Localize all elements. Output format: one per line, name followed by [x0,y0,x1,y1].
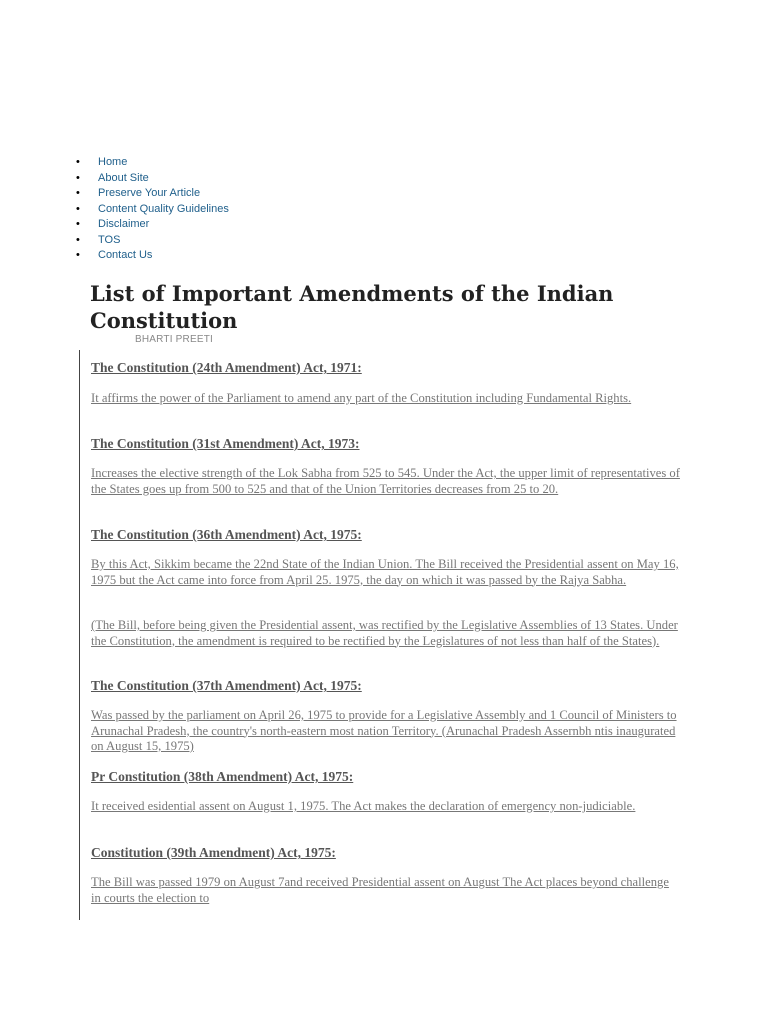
section-text-39th[interactable]: The Bill was passed 1979 on August 7and received Presidential assent on August The Act places beyond challenge in courts the election to [91,875,669,905]
bullet-icon: • [76,171,80,184]
section-text-36th-note[interactable]: (The Bill, before being given the Presidential assent, was rectified by the Legislative Assemblies of 13 States. Under the Constitution, the amendment is required to be rectified by the Legislatures of not less than half of the States). [91,618,678,648]
section-heading-38th[interactable]: Pr Constitution (38th Amendment) Act, 1975: [91,769,354,784]
nav-item-about-site[interactable] [74,171,229,187]
bullet-icon: • [76,202,80,215]
section-heading-24th[interactable]: The Constitution (24th Amendment) Act, 1971: [91,360,362,375]
nav-item-preserve-article[interactable] [74,186,229,202]
article-body [79,350,679,920]
section-text-31st[interactable]: Increases the elective strength of the Lok Sabha from 525 to 545. Under the Act, the upper limit of representatives of the States goes up from 500 to 525 and that of the Union Territories decreases from 25 to 20. [91,466,680,496]
bullet-icon: • [76,249,80,261]
page-title: List of Important Amendments of the Indian Constitution [90,281,614,333]
bullet-icon: • [76,187,80,199]
section-heading-31st[interactable]: The Constitution (31st Amendment) Act, 1973: [91,436,360,451]
section-heading-37th[interactable]: The Constitution (37th Amendment) Act, 1975: [91,678,362,693]
nav-link-tos[interactable]: TOS [98,233,121,246]
section-text-37th[interactable]: Was passed by the parliament on April 26, 1975 to provide for a Legislative Assembly and 1 Council of Ministers to Arunachal Pradesh, the country's north-eastern most nation Territory. (Arunachal Pradesh Assernbh ntis inaugurated on August 15, 1975) [91,708,677,753]
nav-link-preserve-article[interactable]: Preserve Your Article [98,187,201,199]
section-heading-39th[interactable]: Constitution (39th Amendment) Act, 1975: [91,845,336,860]
site-nav [74,155,229,264]
section-text-38th[interactable]: It received esidential assent on August 1, 1975. The Act makes the declaration of emergency non-judiciable. [91,799,636,813]
bullet-icon: • [76,218,80,230]
nav-item-tos[interactable] [74,233,229,249]
author-name: BHARTI PREETI [135,334,213,345]
nav-link-about-site[interactable]: About Site [98,171,149,184]
section-text-36th[interactable]: By this Act, Sikkim became the 22nd State of the Indian Union. The Bill received the Presidential assent on May 16, 1975 but the Act came into force from April 25. 1975, the day on which it was passed by the Rajya Sabha. [91,557,679,587]
nav-item-content-quality[interactable] [74,202,229,218]
nav-item-disclaimer[interactable] [74,217,229,233]
bullet-icon: • [76,233,80,246]
nav-item-contact-us[interactable] [74,248,229,264]
nav-link-content-quality[interactable]: Content Quality Guidelines [98,202,229,215]
bullet-icon: • [76,156,80,168]
nav-link-disclaimer[interactable]: Disclaimer [98,218,150,230]
nav-link-home[interactable]: Home [98,156,128,168]
section-heading-36th[interactable]: The Constitution (36th Amendment) Act, 1975: [91,527,362,542]
section-text-24th[interactable]: It affirms the power of the Parliament to amend any part of the Constitution including Fundamental Rights. [91,391,632,405]
nav-item-home[interactable] [74,155,229,171]
nav-link-contact-us[interactable]: Contact Us [98,249,153,261]
